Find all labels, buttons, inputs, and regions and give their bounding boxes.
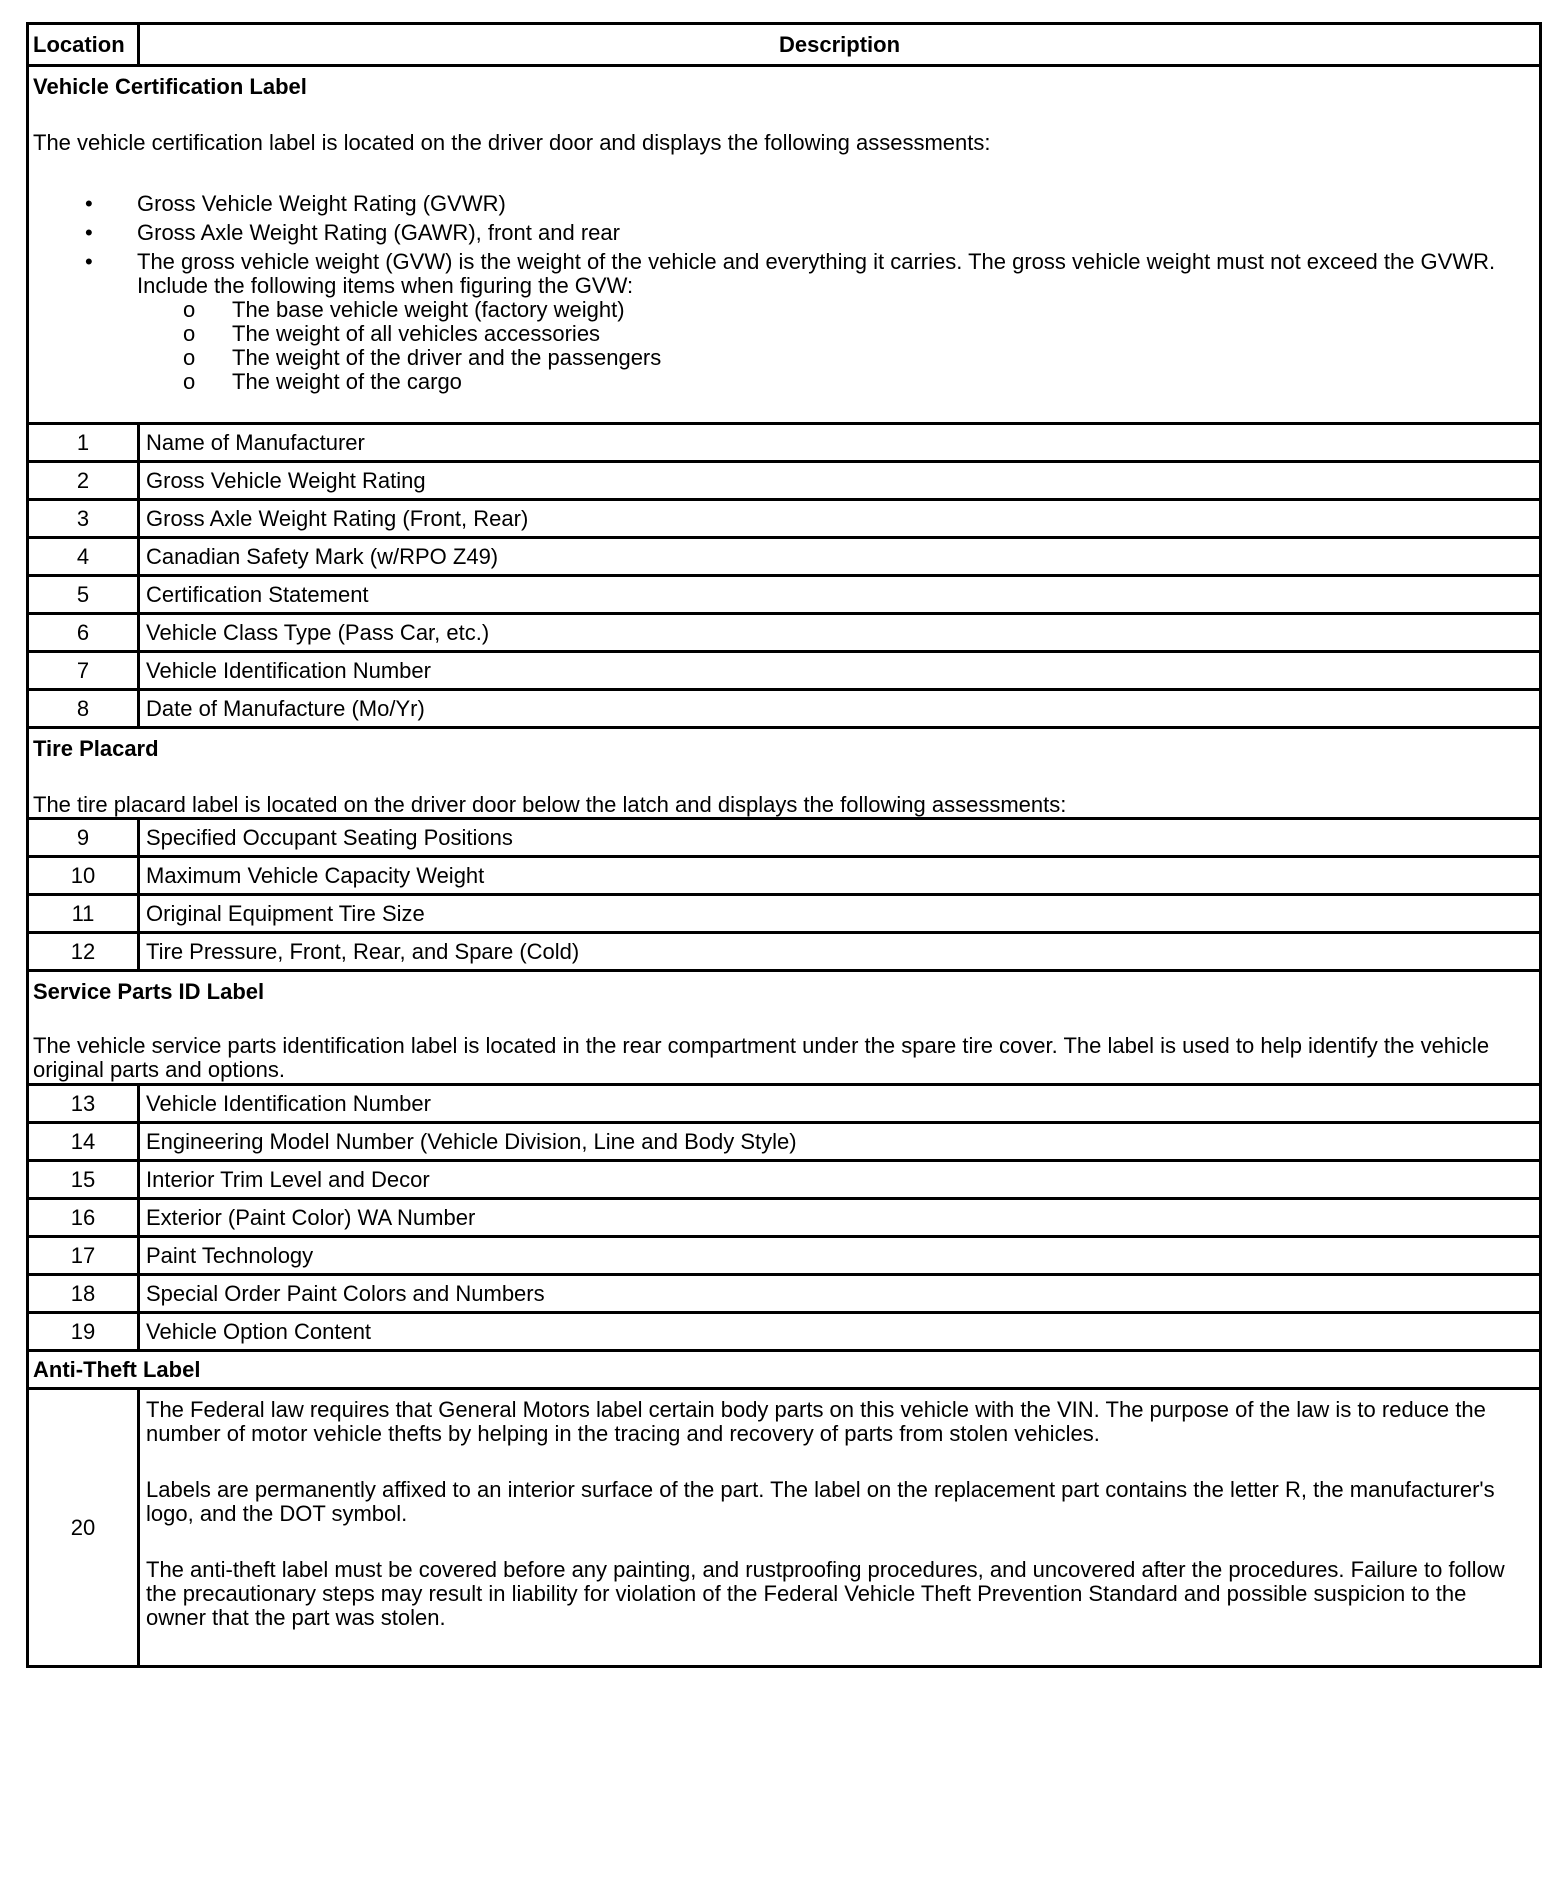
bullet-item-text: • The gross vehicle weight (GVW) is the weight of the vehicle and everything it carries. The gross vehicle weight must not exceed the GVWR. Include the following items when figuring the GVW: xyxy=(137,249,1496,298)
row-description: Vehicle Class Type (Pass Car, etc.) xyxy=(146,619,490,645)
table-row xyxy=(29,650,1539,688)
paragraph: The anti-theft label must be covered before any painting, and rustproofing procedures, and uncovered after the procedures. Failure to follow the precautionary steps may result in liability for violation of the Federal Vehicle Theft Prevention Standard and possible suspicion to the owner that the part was stolen. xyxy=(146,1557,1505,1630)
row-description: Canadian Safety Mark (w/RPO Z49) xyxy=(146,543,499,569)
bullet-item xyxy=(33,247,1535,298)
location-column-header: Location xyxy=(29,25,140,64)
table-row xyxy=(29,1083,1539,1121)
section-intro: The vehicle service parts identification label is located in the rear compartment under the spare tire cover. The label is used to help identify the vehicle original parts and options. xyxy=(33,1033,1490,1082)
table-row xyxy=(29,1197,1539,1235)
row-description: Special Order Paint Colors and Numbers xyxy=(146,1280,545,1306)
section-title: Service Parts ID Label xyxy=(33,979,265,1004)
row-description: Paint Technology xyxy=(146,1242,314,1268)
paragraph: The Federal law requires that General Motors label certain body parts on this vehicle with the VIN. The purpose of the law is to reduce the number of motor vehicle thefts by helping in the tracing and recovery of parts from stolen vehicles. xyxy=(146,1397,1486,1446)
service-parts-section xyxy=(29,969,1539,1083)
location-number: 13 xyxy=(29,1086,140,1121)
row-description: Maximum Vehicle Capacity Weight xyxy=(146,862,485,888)
table-row xyxy=(29,1311,1539,1349)
table-row xyxy=(29,817,1539,855)
description-column-header: Description xyxy=(778,31,901,57)
location-number: 20 xyxy=(29,1390,140,1665)
section-intro: The vehicle certification label is located on the driver door and displays the following assessments: xyxy=(33,130,991,155)
table-row xyxy=(29,460,1539,498)
location-number: 11 xyxy=(29,896,140,931)
row-description: Vehicle Identification Number xyxy=(146,1090,431,1116)
location-number: 12 xyxy=(29,934,140,969)
location-number: 7 xyxy=(29,653,140,688)
location-number: 15 xyxy=(29,1162,140,1197)
location-number: 3 xyxy=(29,501,140,536)
table-row xyxy=(29,855,1539,893)
location-number: 10 xyxy=(29,858,140,893)
row-description xyxy=(140,1390,1539,1665)
location-number: 17 xyxy=(29,1238,140,1273)
table-row xyxy=(29,1121,1539,1159)
location-number: 16 xyxy=(29,1200,140,1235)
table-row xyxy=(29,688,1539,726)
location-number: 19 xyxy=(29,1314,140,1349)
location-number: 2 xyxy=(29,463,140,498)
row-description: Date of Manufacture (Mo/Yr) xyxy=(146,695,425,721)
anti-theft-section xyxy=(29,1349,1539,1387)
bullet-item: • Gross Vehicle Weight Rating (GVWR) xyxy=(33,189,1535,218)
row-description: Tire Pressure, Front, Rear, and Spare (Cold) xyxy=(146,938,580,964)
table-row xyxy=(29,612,1539,650)
sub-bullet-item: o The weight of the cargo xyxy=(131,370,1535,394)
sub-bullet-item: o The base vehicle weight (factory weight) xyxy=(131,298,1535,322)
row-description: Engineering Model Number (Vehicle Division, Line and Body Style) xyxy=(146,1128,797,1154)
row-description: Gross Vehicle Weight Rating xyxy=(146,467,426,493)
row-description: Vehicle Option Content xyxy=(146,1318,372,1344)
table-row xyxy=(29,574,1539,612)
section-title: Anti-Theft Label xyxy=(33,1357,201,1382)
sub-bullet-list xyxy=(33,298,1535,394)
table-row xyxy=(29,1273,1539,1311)
table-row xyxy=(29,422,1539,460)
location-number: 5 xyxy=(29,577,140,612)
table-header xyxy=(29,25,1539,64)
location-number: 6 xyxy=(29,615,140,650)
section-title: Vehicle Certification Label xyxy=(33,74,307,99)
row-description: Name of Manufacturer xyxy=(146,429,365,455)
location-number: 14 xyxy=(29,1124,140,1159)
row-description: Gross Axle Weight Rating (Front, Rear) xyxy=(146,505,529,531)
tire-placard-section xyxy=(29,726,1539,817)
sub-bullet-item: o The weight of the driver and the passengers xyxy=(131,346,1535,370)
table-row xyxy=(29,893,1539,931)
location-number: 18 xyxy=(29,1276,140,1311)
sub-bullet-item: o The weight of all vehicles accessories xyxy=(131,322,1535,346)
table-row xyxy=(29,1387,1539,1665)
row-description: Certification Statement xyxy=(146,581,369,607)
table-row xyxy=(29,931,1539,969)
table-row xyxy=(29,498,1539,536)
location-number: 4 xyxy=(29,539,140,574)
row-description: Interior Trim Level and Decor xyxy=(146,1166,430,1192)
location-number: 1 xyxy=(29,425,140,460)
paragraph: Labels are permanently affixed to an interior surface of the part. The label on the replacement part contains the letter R, the manufacturer's logo, and the DOT symbol. xyxy=(146,1477,1495,1526)
row-description: Exterior (Paint Color) WA Number xyxy=(146,1204,476,1230)
row-description: Specified Occupant Seating Positions xyxy=(146,824,513,850)
section-intro: The tire placard label is located on the driver door below the latch and displays the following assessments: xyxy=(33,792,1067,817)
row-description: Vehicle Identification Number xyxy=(146,657,431,683)
section-title: Tire Placard xyxy=(33,736,159,761)
table-row xyxy=(29,1235,1539,1273)
location-number: 9 xyxy=(29,820,140,855)
table-row xyxy=(29,1159,1539,1197)
label-location-table xyxy=(26,22,1542,1668)
bullet-item: • Gross Axle Weight Rating (GAWR), front and rear xyxy=(33,218,1535,247)
table-row xyxy=(29,536,1539,574)
row-description: Original Equipment Tire Size xyxy=(146,900,425,926)
bullet-list xyxy=(33,189,1535,298)
location-number: 8 xyxy=(29,691,140,726)
vehicle-certification-section xyxy=(29,64,1539,422)
